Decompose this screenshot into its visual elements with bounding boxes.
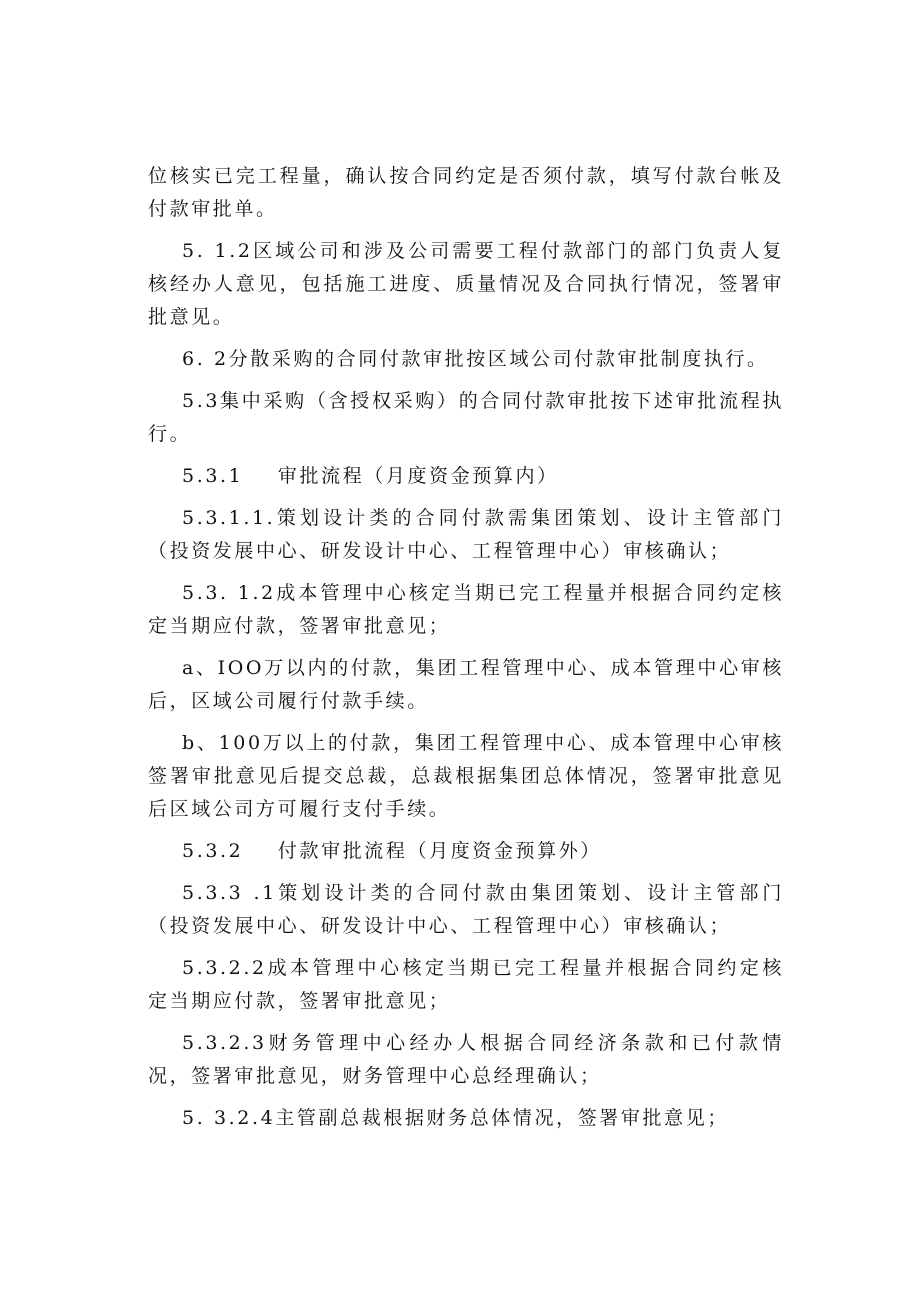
paragraph-item-a: a、IOO万以内的付款，集团工程管理中心、成本管理中心审核后，区域公司履行付款手续。	[148, 657, 784, 712]
paragraph-5-3-2-3: 5.3.2.3财务管理中心经办人根据合同经济条款和已付款情况，签署审批意见，财务管理中心总经理确认；	[148, 1032, 784, 1087]
paragraph-continuation: 位核实已完工程量，确认按合同约定是否须付款，填写付款台帐及付款审批单。	[148, 165, 784, 220]
paragraph-5-3: 5.3集中采购（含授权采购）的合同付款审批按下述审批流程执行。	[148, 390, 784, 445]
paragraph-5-3-2-4: 5. 3.2.4主管副总裁根据财务总体情况，签署审批意见；	[182, 1107, 729, 1129]
paragraph-5-3-3-1: 5.3.3 .1策划设计类的合同付款由集团策划、设计主管部门（投资发展中心、研发设计中心、工程管理中心）审核确认；	[148, 882, 784, 937]
heading-5-3-1: 5.3.1 审批流程（月度资金预算内）	[182, 465, 559, 487]
paragraph-6-2: 6. 2分散采购的合同付款审批按区域公司付款审批制度执行。	[182, 348, 769, 370]
paragraph-5-3-1-2: 5.3. 1.2成本管理中心核定当期已完工程量并根据合同约定核定当期应付款，签署审批意见；	[148, 582, 784, 637]
paragraph-5-3-1-1: 5.3.1.1.策划设计类的合同付款需集团策划、设计主管部门（投资发展中心、研发设计中心、工程管理中心）审核确认；	[148, 507, 784, 562]
paragraph-item-b: b、100万以上的付款，集团工程管理中心、成本管理中心审核签署审批意见后提交总裁，总裁根据集团总体情况，签署审批意见后区域公司方可履行支付手续。	[148, 732, 784, 820]
paragraph-5-3-2-2: 5.3.2.2成本管理中心核定当期已完工程量并根据合同约定核定当期应付款，签署审批意见；	[148, 957, 784, 1012]
heading-5-3-2: 5.3.2 付款审批流程（月度资金预算外）	[182, 840, 602, 862]
paragraph-5-1-2: 5. 1.2区域公司和涉及公司需要工程付款部门的部门负责人复核经办人意见，包括施工进度、质量情况及合同执行情况，签署审批意见。	[148, 240, 784, 328]
document-body	[148, 160, 784, 1144]
